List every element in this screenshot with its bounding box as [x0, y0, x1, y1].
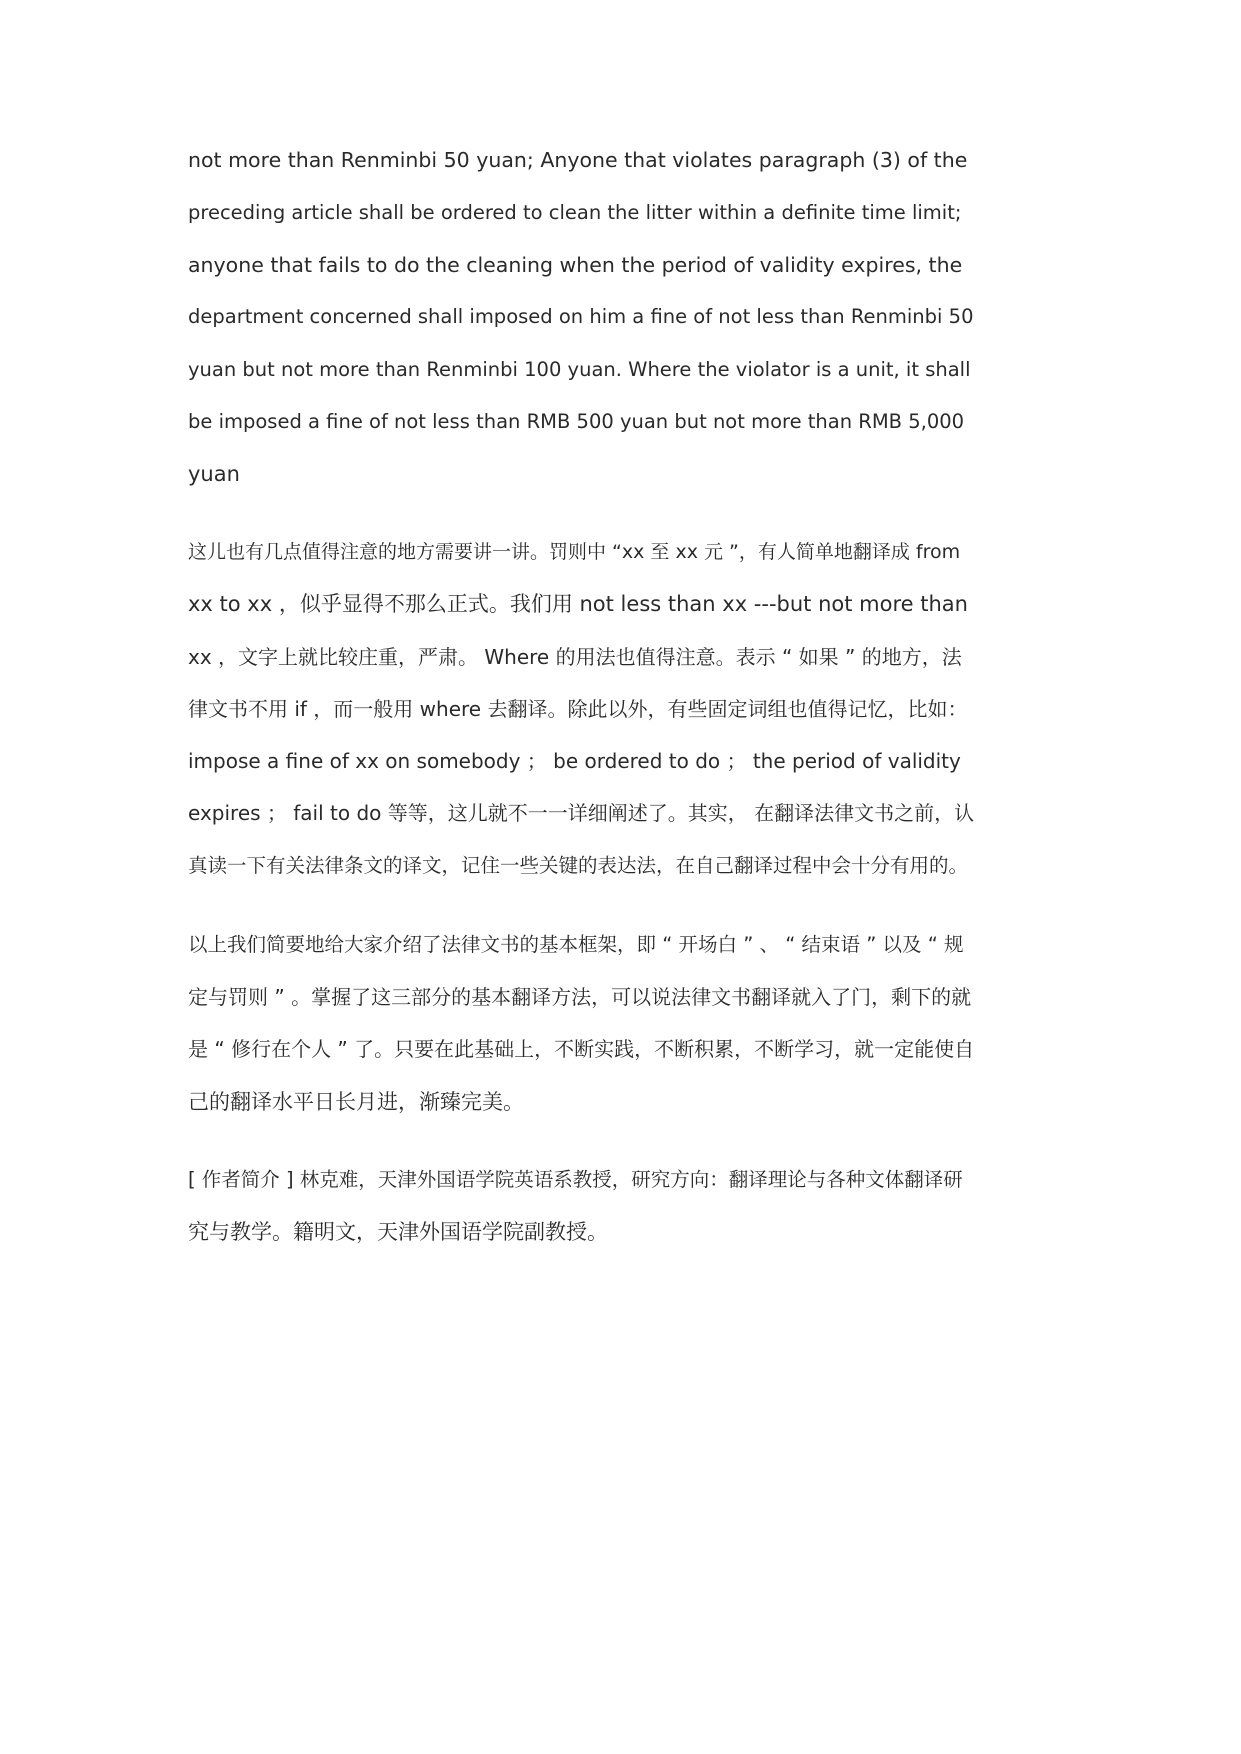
paragraph-line: 是 “ 修行在个人 ” 了。只要在此基础上，不断实践，不断积累，不断学习，就一定能使自: [188, 1037, 975, 1061]
paragraph-line: expires ； fail to do 等等，这儿就不一一详细阐述了。其实， 在翻译法律文书之前，认: [188, 801, 975, 825]
paragraph-line: 真读一下有关法律条文的译文，记住一些关键的表达法，在自己翻译过程中会十分有用的。: [188, 854, 969, 877]
paragraph-line: impose a fine of xx on somebody ； be ordered to do ； the period of validity: [188, 749, 961, 773]
paragraph-line: xx to xx ，似乎显得不那么正式。我们用 not less than xx ---but not more than: [188, 592, 968, 616]
paragraph-line: 以上我们简要地给大家介绍了法律文书的基本框架，即 “ 开场白 ” 、 “ 结束语 ” 以及 “ 规: [188, 933, 964, 956]
paragraph-line: yuan but not more than Renminbi 100 yuan. Where the violator is a unit, it shall: [188, 358, 971, 381]
author-note-line: [ 作者简介 ] 林克难，天津外国语学院英语系教授，研究方向：翻译理论与各种文体翻译研: [188, 1168, 963, 1191]
paragraph-line: xx ，文字上就比较庄重，严肃。 Where 的用法也值得注意。表示 “ 如果 ” 的地方，法: [188, 645, 962, 669]
paragraph-line: anyone that fails to do the cleaning when the period of validity expires, the: [188, 253, 963, 277]
author-note-line: 究与教学。籍明文，天津外国语学院副教授。: [188, 1220, 608, 1244]
paragraph-line: 律文书不用 if ，而一般用 where 去翻译。除此以外，有些固定词组也值得记忆，比如：: [188, 697, 968, 721]
paragraph-line: 这儿也有几点值得注意的地方需要讲一讲。罚则中 “xx 至 xx 元 ”，有人简单地翻译成 from: [188, 541, 961, 563]
paragraph-line: yuan: [188, 462, 240, 486]
paragraph-line: preceding article shall be ordered to clean the litter within a definite time limit;: [188, 201, 962, 224]
paragraph-line: not more than Renminbi 50 yuan; Anyone that violates paragraph (3) of the: [188, 148, 968, 172]
paragraph-line: be imposed a fine of not less than RMB 500 yuan but not more than RMB 5,000: [188, 410, 965, 433]
paragraph-line: 己的翻译水平日长月进，渐臻完美。: [188, 1090, 524, 1114]
paragraph-line: department concerned shall imposed on him a fine of not less than Renminbi 50: [188, 305, 974, 328]
paragraph-line: 定与罚则 ” 。掌握了这三部分的基本翻译方法，可以说法律文书翻译就入了门，剩下的就: [188, 985, 972, 1009]
